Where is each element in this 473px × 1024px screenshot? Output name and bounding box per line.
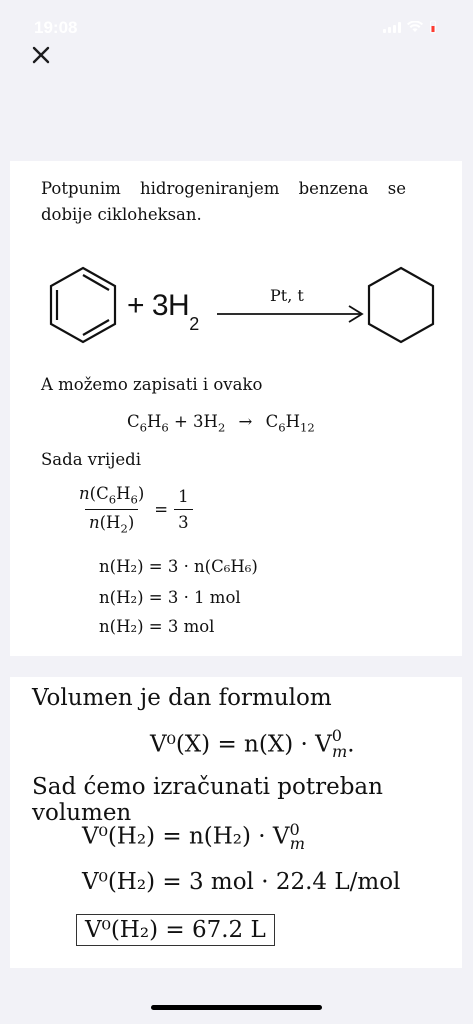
volume-formula: $V^0(X) = n(X) \cdot V^0_m$. (150, 726, 355, 762)
status-icons (383, 20, 437, 34)
solution-card-1 (10, 161, 462, 656)
calc-intro-text: Sad ćemo izračunati potreban volumen (32, 774, 383, 826)
intro-text-line2: dobije cikloheksan. (41, 205, 202, 224)
step-2: n(H₂) = 3 · 1 mol (99, 588, 241, 607)
step-1: n(H₂) = 3 · n(C₆H₆) (99, 557, 258, 576)
catalyst-label: Pt, t (270, 286, 304, 305)
ratio-lhs: $\frac{n(C_6H_6)}{n(H_2)}$ (79, 484, 145, 536)
chemical-equation: $C_6H_6 + 3H_2 \to C_6H_{12}$ (127, 412, 315, 435)
write-also-text: A možemo zapisati i ovako (41, 375, 263, 394)
reaction-arrow (217, 305, 365, 323)
close-icon (32, 46, 50, 64)
status-bar (0, 0, 473, 44)
solution-card-2 (10, 677, 462, 968)
wifi-icon (407, 21, 423, 33)
calc-line-1: $V^0(H_2) = n(H_2) \cdot V^0_m$ (82, 820, 306, 854)
mole-ratio: $\frac{n(C_6H_6)}{n(H_2)}$ = $\frac{1}{3}$ (75, 484, 193, 536)
ratio-rhs: $\frac{1}{3}$ (174, 487, 193, 532)
now-holds-text: Sada vrijedi (41, 450, 141, 469)
step-3: n(H₂) = 3 mol (99, 617, 215, 636)
close-button[interactable] (28, 42, 54, 68)
calc-line-2: V⁰(H₂) = 3 mol · 22.4 L/mol (82, 869, 401, 895)
signal-icon (383, 22, 401, 33)
intro-text-line1: Potpunim hidrogeniranjem benzena se (41, 179, 406, 198)
status-time: 19:08 (34, 18, 78, 37)
volume-intro-text: Volumen je dan formulom (32, 685, 332, 711)
benzene-structure (48, 265, 118, 345)
cyclohexane-structure (366, 265, 436, 345)
battery-low-icon (429, 20, 437, 34)
final-result: V⁰(H₂) = 67.2 L (76, 914, 275, 946)
reactant-hydrogen: + $3H_2$ (127, 289, 199, 334)
home-indicator[interactable] (151, 1005, 322, 1010)
